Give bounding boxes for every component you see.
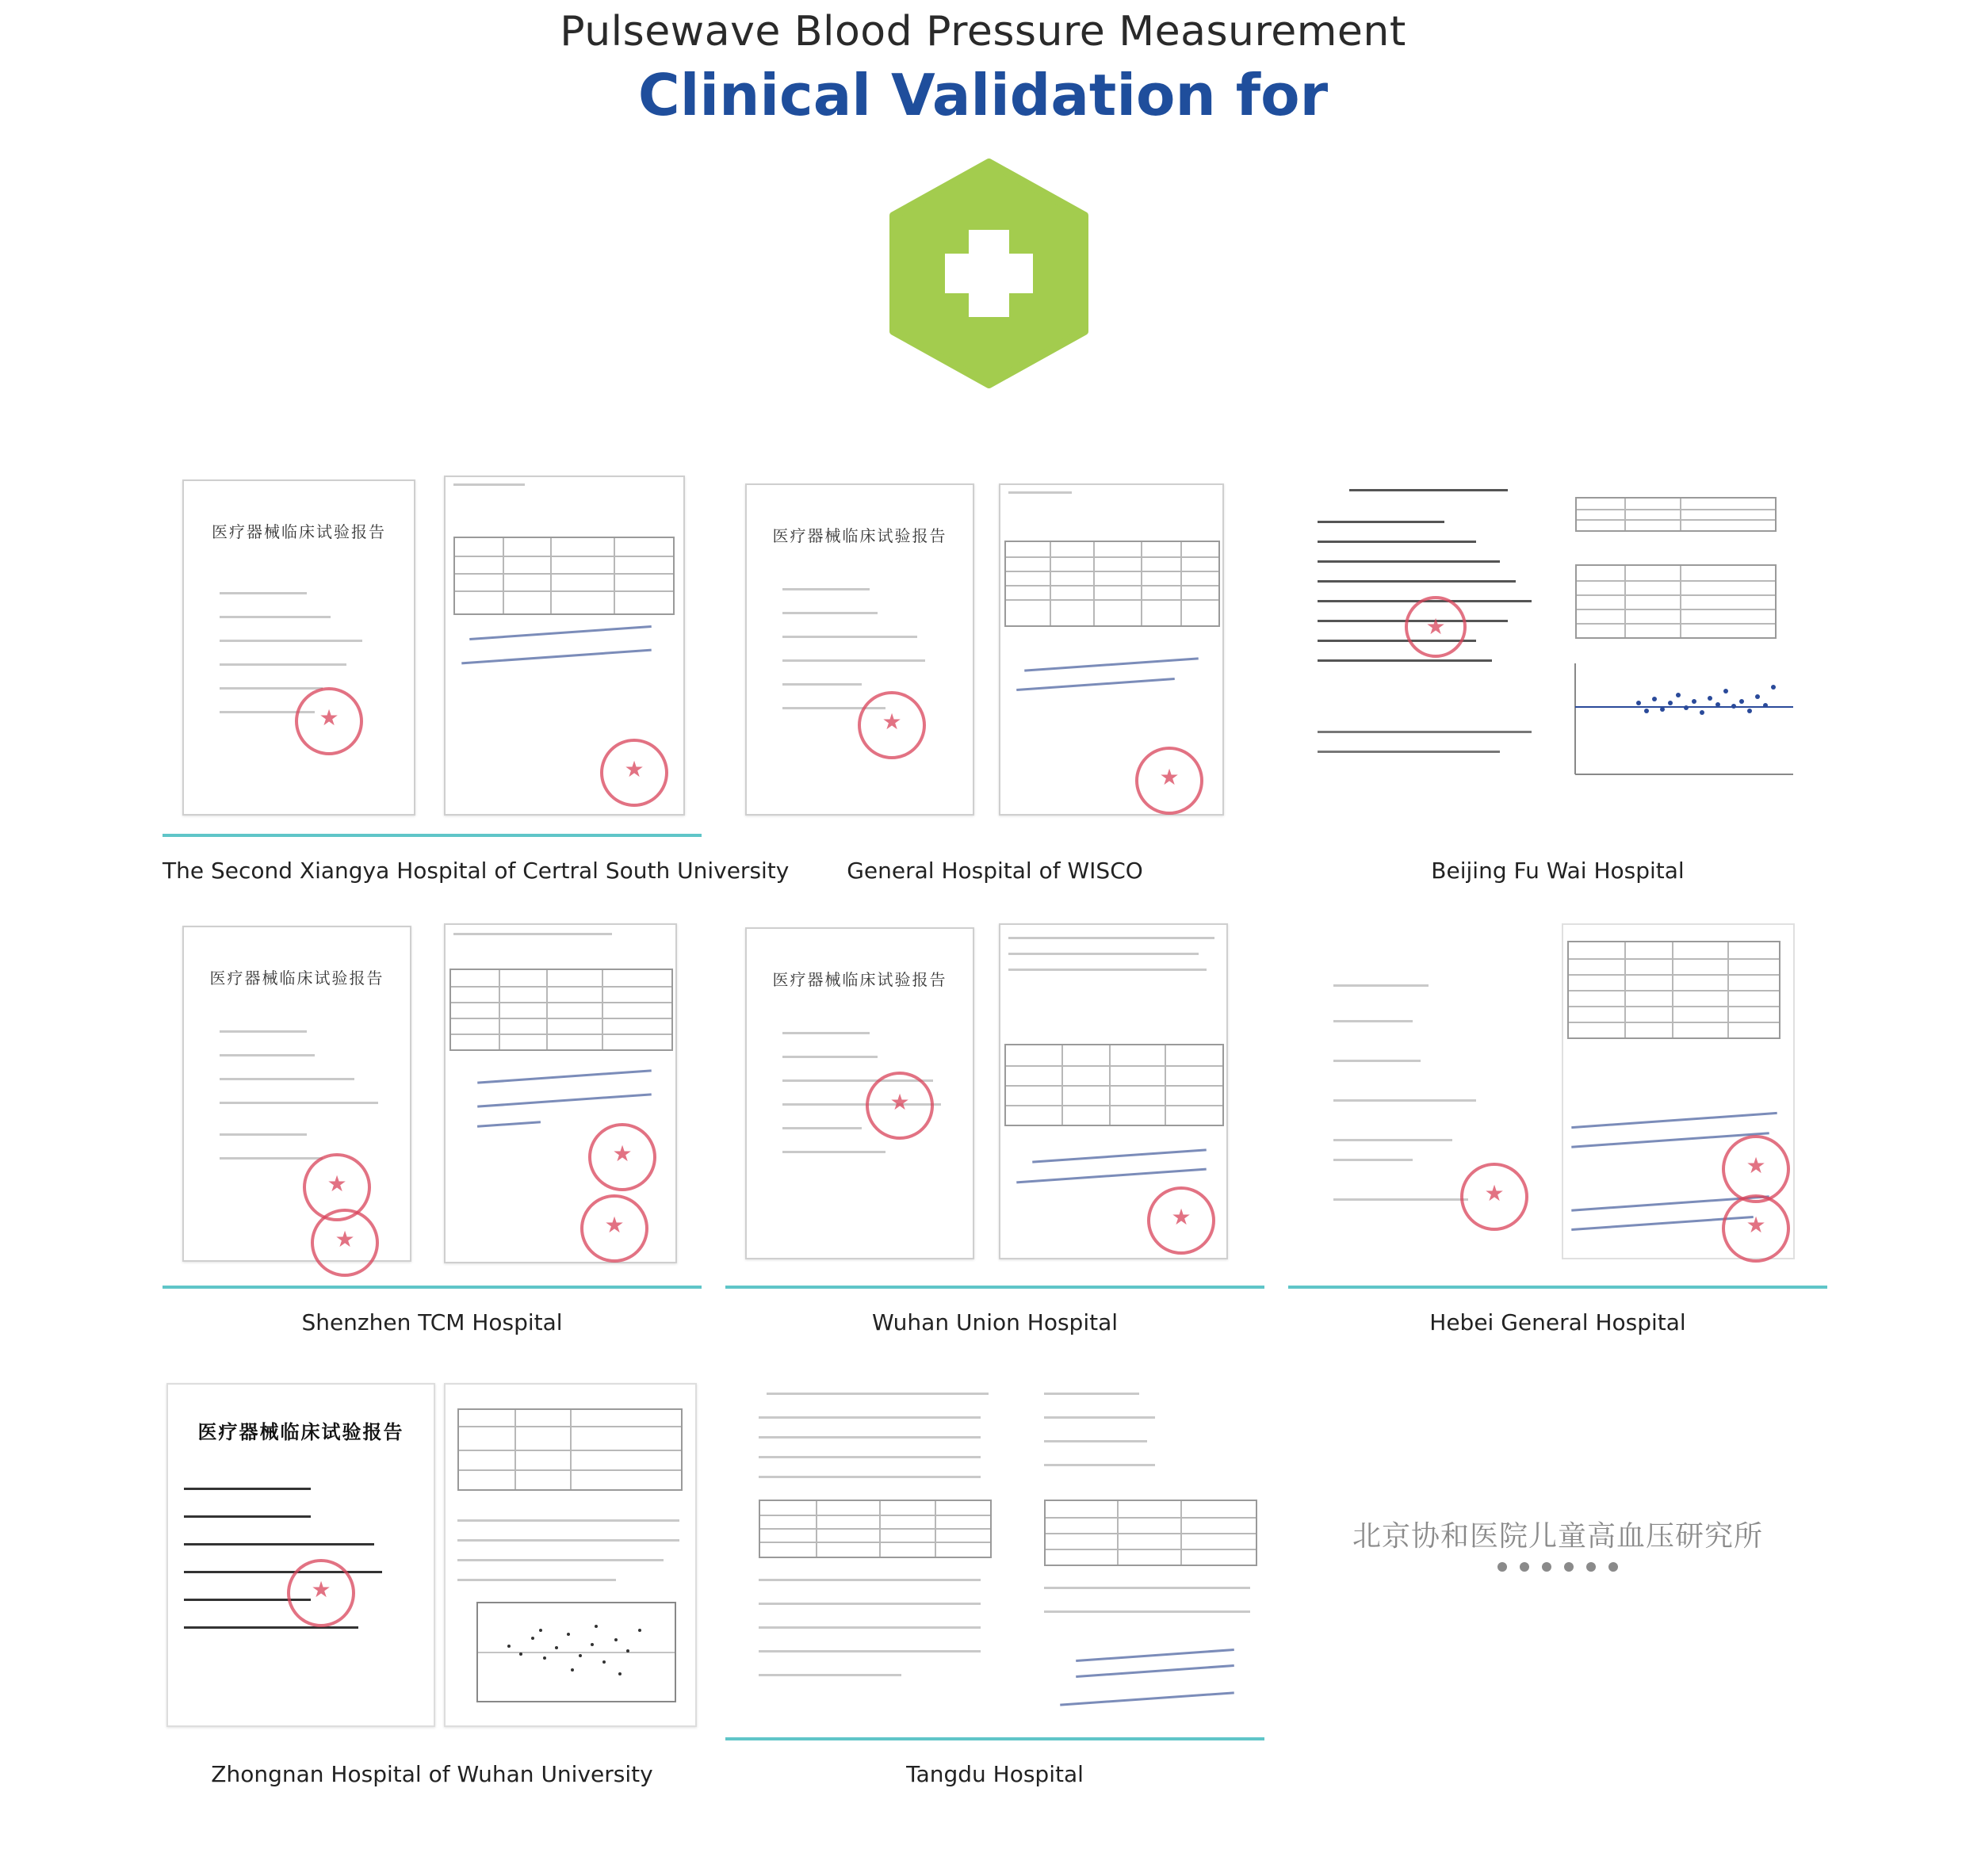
- scatter-plot-figure: [1567, 655, 1797, 790]
- hospital-name: Beijing Fu Wai Hospital: [1431, 858, 1685, 884]
- report-thumbnail: [725, 919, 1264, 1280]
- report-page: [1566, 472, 1807, 823]
- report-page: [182, 480, 415, 816]
- caption-divider: [163, 834, 702, 837]
- official-stamp: [588, 1123, 656, 1191]
- official-stamp: [295, 687, 363, 755]
- hospital-card: [163, 919, 702, 1347]
- report-thumbnail: [163, 1371, 702, 1732]
- report-page: [166, 1383, 435, 1727]
- caption-divider: [725, 1737, 1264, 1740]
- hospital-card: [1288, 919, 1827, 1347]
- official-stamp: [1405, 596, 1467, 658]
- report-page: [182, 926, 411, 1262]
- institute-card: [1288, 1371, 1827, 1799]
- caption-divider: [163, 1737, 702, 1740]
- report-page: [745, 483, 974, 816]
- caption-divider: [1288, 1286, 1827, 1289]
- official-stamp: [1722, 1135, 1790, 1203]
- report-page: [999, 483, 1224, 816]
- official-stamp: [858, 691, 926, 759]
- report-page: [999, 923, 1228, 1259]
- caption-divider: [163, 1286, 702, 1289]
- report-thumbnail: [163, 468, 702, 828]
- report-thumbnail: [1288, 468, 1827, 828]
- hospital-card: [163, 1371, 702, 1799]
- report-thumbnail: [725, 468, 1264, 828]
- hospital-name: General Hospital of WISCO: [847, 858, 1143, 884]
- official-stamp: [1722, 1194, 1790, 1263]
- page-subtitle: Pulsewave Blood Pressure Measurement: [560, 8, 1406, 55]
- official-stamp: [600, 739, 668, 807]
- report-title: 医疗器械临床试验报告: [197, 1420, 404, 1443]
- official-stamp: [311, 1209, 379, 1277]
- official-stamp: [1135, 747, 1203, 815]
- report-thumbnail: [725, 1371, 1264, 1732]
- report-page: [444, 1383, 697, 1727]
- official-stamp: [1147, 1186, 1215, 1255]
- official-stamp: [580, 1194, 648, 1263]
- hospital-card: [163, 468, 790, 896]
- caption-divider: [725, 834, 1264, 837]
- hospital-name: Wuhan Union Hospital: [871, 1309, 1119, 1335]
- report-page: [1562, 923, 1795, 1259]
- hospital-card: [725, 1371, 1264, 1799]
- dots-decoration: [1288, 1561, 1827, 1576]
- hospital-name: Hebei General Hospital: [1429, 1309, 1686, 1335]
- report-title: 医疗器械临床试验报告: [772, 970, 947, 989]
- report-page: [733, 1379, 1260, 1731]
- report-thumbnail: [163, 919, 702, 1280]
- report-page: [1300, 931, 1541, 1251]
- hospital-card: [725, 468, 1264, 896]
- hospital-name: Shenzhen TCM Hospital: [301, 1309, 563, 1335]
- report-thumbnail: [1288, 919, 1827, 1280]
- official-stamp: [1460, 1163, 1528, 1231]
- report-page: [1308, 476, 1561, 804]
- institute-name: 北京协和医院儿童高血压研究所: [1352, 1520, 1763, 1553]
- medical-cross-hexagon-icon: [888, 159, 1090, 388]
- page-title: Clinical Validation for: [637, 62, 1329, 128]
- report-title: 医疗器械临床试验报告: [212, 522, 386, 541]
- hospital-name: The Second Xiangya Hospital of Certral South University: [163, 858, 790, 884]
- hospital-card: [1288, 468, 1827, 896]
- report-page: [444, 476, 685, 816]
- report-page: [745, 927, 974, 1259]
- official-stamp: [866, 1072, 934, 1140]
- hospital-card: [725, 919, 1264, 1347]
- caption-divider: [1288, 834, 1827, 837]
- caption-divider: [725, 1286, 1264, 1289]
- hospital-name: Tangdu Hospital: [906, 1761, 1084, 1787]
- official-stamp: [287, 1559, 355, 1627]
- hospital-name: Zhongnan Hospital of Wuhan University: [211, 1761, 653, 1787]
- scatter-plot-figure: [461, 1599, 683, 1717]
- report-title: 医疗器械临床试验报告: [209, 969, 384, 988]
- report-title: 医疗器械临床试验报告: [772, 526, 947, 545]
- report-page: [444, 923, 677, 1263]
